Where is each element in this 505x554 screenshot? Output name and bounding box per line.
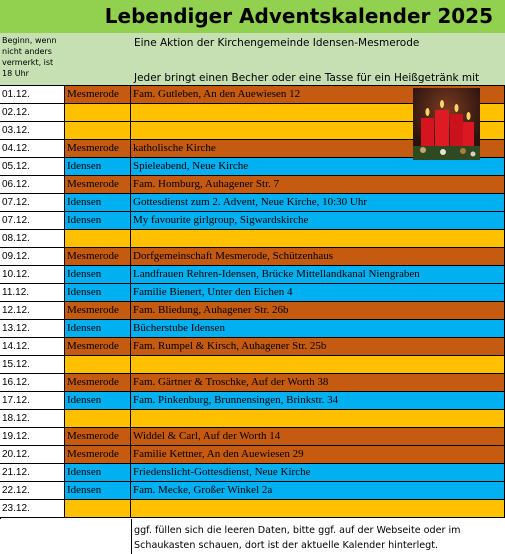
event-cell: Familie Kettner, An den Auewiesen 29	[131, 446, 505, 464]
event-cell	[131, 410, 505, 428]
table-row	[0, 176, 505, 194]
date-cell: 10.12.	[0, 266, 65, 284]
date-cell: 21.12.	[0, 464, 65, 482]
date-cell: 17.12.	[0, 392, 65, 410]
event-cell: Spieleabend, Neue Kirche	[131, 158, 505, 176]
event-cell: Familie Bienert, Unter den Eichen 4	[131, 284, 505, 302]
event-cell: Gottesdienst zum 2. Advent, Neue Kirche, 10:30 Uhr	[131, 194, 505, 212]
date-cell: 02.12.	[0, 104, 65, 122]
event-cell: Bücherstube Idensen	[131, 320, 505, 338]
location-cell: Mesmerode	[65, 86, 131, 104]
event-cell: Landfrauen Rehren-Idensen, Brücke Mittellandkanal Niengraben	[131, 266, 505, 284]
date-cell: 07.12.	[0, 212, 65, 230]
page-title: Lebendiger Adventskalender 2025	[104, 4, 493, 28]
location-cell: Mesmerode	[65, 374, 131, 392]
table-row	[0, 230, 505, 248]
table-row	[0, 194, 505, 212]
date-cell: 15.12.	[0, 356, 65, 374]
event-cell: Fam. Gärtner & Troschke, Auf der Worth 38	[131, 374, 505, 392]
date-cell: 01.12.	[0, 86, 65, 104]
table-row	[0, 302, 505, 320]
event-cell: Fam. Rumpel & Kirsch, Auhagener Str. 25b	[131, 338, 505, 356]
location-cell: Idensen	[65, 212, 131, 230]
date-cell: 23.12.	[0, 500, 65, 518]
date-cell: 12.12.	[0, 302, 65, 320]
intro-line-1: Eine Aktion der Kirchengemeinde Idensen-Mesmerode	[134, 37, 420, 49]
table-row	[0, 500, 505, 518]
event-cell: Fam. Gutleben, An den Auewiesen 12	[131, 86, 505, 104]
table-row	[0, 392, 505, 410]
location-cell: Mesmerode	[65, 446, 131, 464]
table-row	[0, 338, 505, 356]
location-cell: Idensen	[65, 158, 131, 176]
date-cell: 19.12.	[0, 428, 65, 446]
table-row	[0, 266, 505, 284]
location-cell: Mesmerode	[65, 428, 131, 446]
table-row	[0, 284, 505, 302]
date-cell: 07.12.	[0, 194, 65, 212]
table-row	[0, 446, 505, 464]
location-cell	[65, 356, 131, 374]
date-cell: 09.12.	[0, 248, 65, 266]
table-row	[0, 320, 505, 338]
advent-candles-image	[413, 88, 480, 160]
footer-note: ggf. füllen sich die leeren Daten, bitte ggf. auf der Webseite oder im Schaukasten schauen, dort ist der aktuelle Kalender hinterlegt.	[134, 525, 461, 551]
table-row	[0, 428, 505, 446]
date-cell: 11.12.	[0, 284, 65, 302]
event-cell: Fam. Bliedung, Auhagener Str. 26b	[131, 302, 505, 320]
date-cell: 20.12.	[0, 446, 65, 464]
date-cell: 03.12.	[0, 122, 65, 140]
location-cell: Mesmerode	[65, 176, 131, 194]
location-cell: Mesmerode	[65, 302, 131, 320]
event-cell: katholische Kirche	[131, 140, 505, 158]
location-cell: Idensen	[65, 464, 131, 482]
date-cell: 04.12.	[0, 140, 65, 158]
intro-line-2: Jeder bringt einen Becher oder eine Tasse für ein Heißgetränk mit	[134, 72, 480, 84]
location-cell	[65, 230, 131, 248]
location-cell: Idensen	[65, 284, 131, 302]
event-cell: Fam. Homburg, Auhagener Str. 7	[131, 176, 505, 194]
table-row	[0, 356, 505, 374]
date-cell: 22.12.	[0, 482, 65, 500]
table-row	[0, 158, 505, 176]
table-row	[0, 464, 505, 482]
table-row	[0, 374, 505, 392]
table-row	[0, 212, 505, 230]
location-cell: Mesmerode	[65, 338, 131, 356]
location-cell: Idensen	[65, 320, 131, 338]
location-cell	[65, 410, 131, 428]
event-cell: Widdel & Carl, Auf der Worth 14	[131, 428, 505, 446]
date-cell: 18.12.	[0, 410, 65, 428]
location-cell: Mesmerode	[65, 248, 131, 266]
location-cell: Idensen	[65, 392, 131, 410]
date-cell: 14.12.	[0, 338, 65, 356]
location-cell	[65, 104, 131, 122]
event-cell	[131, 500, 505, 518]
date-cell: 08.12.	[0, 230, 65, 248]
event-cell: Fam. Mecke, Großer Winkel 2a	[131, 482, 505, 500]
table-row	[0, 248, 505, 266]
location-cell: Idensen	[65, 194, 131, 212]
location-cell	[65, 500, 131, 518]
table-row	[0, 410, 505, 428]
start-time-note: Beginn, wenn nicht anders vermerkt, ist 18 Uhr	[2, 36, 57, 78]
location-cell: Idensen	[65, 266, 131, 284]
event-cell	[131, 356, 505, 374]
event-cell: Fam. Pinkenburg, Brunnensingen, Brinkstr. 34	[131, 392, 505, 410]
event-cell	[131, 230, 505, 248]
event-cell: My favourite girlgroup, Sigwardskirche	[131, 212, 505, 230]
date-cell: 16.12.	[0, 374, 65, 392]
date-cell: 06.12.	[0, 176, 65, 194]
location-cell	[65, 122, 131, 140]
footer-blank	[0, 519, 131, 554]
event-cell: Dorfgemeinschaft Mesmerode, Schützenhaus	[131, 248, 505, 266]
location-cell: Idensen	[65, 482, 131, 500]
date-cell: 13.12.	[0, 320, 65, 338]
event-cell: Friedenslicht-Gottesdienst, Neue Kirche	[131, 464, 505, 482]
location-cell: Mesmerode	[65, 140, 131, 158]
date-cell: 05.12.	[0, 158, 65, 176]
table-row	[0, 482, 505, 500]
